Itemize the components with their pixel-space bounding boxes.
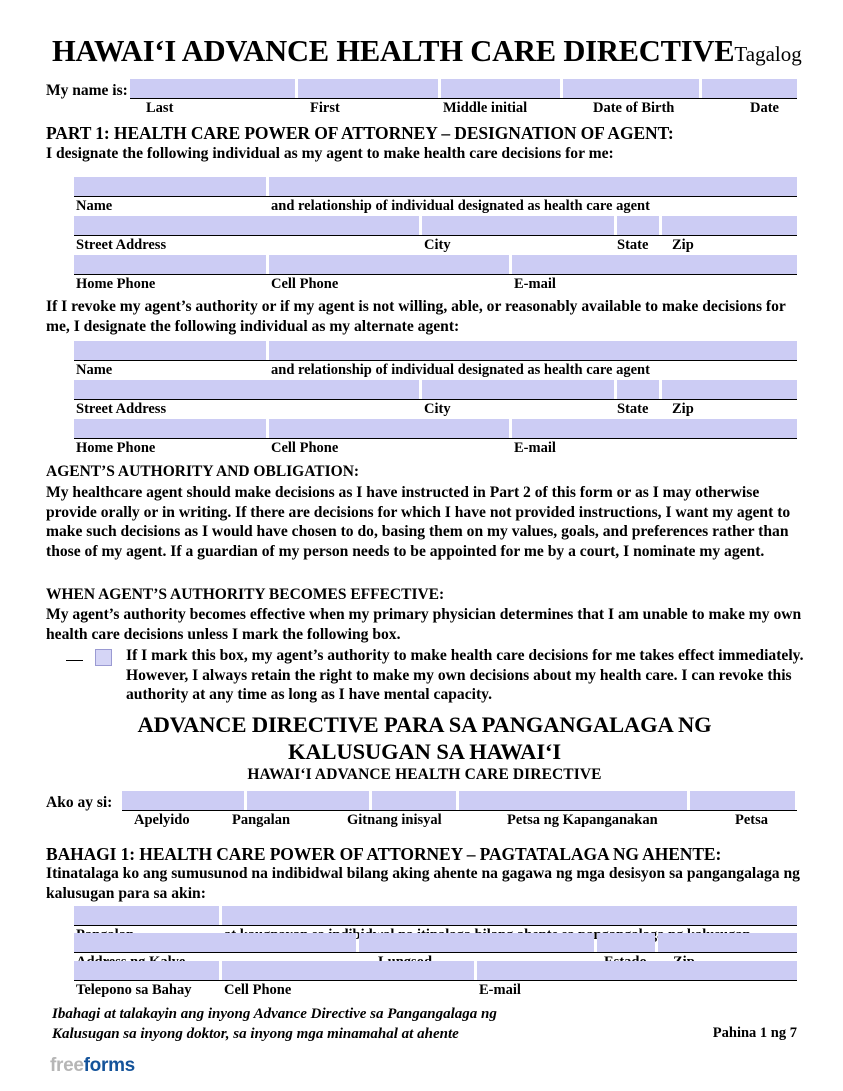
label-alternate-home-phone: Home Phone xyxy=(76,440,156,456)
label-middle-initial: Middle initial xyxy=(443,100,528,116)
tagalog-agent-home-phone-field[interactable] xyxy=(74,961,219,980)
tagalog-subtitle: HAWAI‘I ADVANCE HEALTH CARE DIRECTIVE xyxy=(247,766,602,783)
agent-relationship-field[interactable] xyxy=(269,177,797,196)
alternate-agent-intro xyxy=(46,297,806,336)
label-agent-email: E-mail xyxy=(514,276,556,292)
tagalog-part1-heading: BAHAGI 1: HEALTH CARE POWER OF ATTORNEY – PAGTATALAGA NG AHENTE: xyxy=(46,844,722,864)
label-gitnang-inisyal: Gitnang inisyal xyxy=(347,812,442,828)
effective-heading: WHEN AGENT’S AUTHORITY BECOMES EFFECTIVE: xyxy=(46,586,445,603)
agent-contact-rule xyxy=(74,274,797,275)
tagalog-agent-address-boxes xyxy=(74,933,797,952)
alternate-address-labels xyxy=(74,401,797,418)
label-alternate-email: E-mail xyxy=(514,440,556,456)
effective-body: My agent’s authority becomes effective when my primary physician determines that I am unable to make my own health care decisions unless I mark the following box. xyxy=(46,606,802,643)
tagalog-title-line1: ADVANCE DIRECTIVE PARA SA PANGANGALAGA NG xyxy=(137,712,712,737)
tagalog-agent-city-field[interactable] xyxy=(359,933,594,952)
tagalog-agent-name-rule xyxy=(74,925,797,926)
alternate-state-field[interactable] xyxy=(617,380,659,399)
date-of-birth-field[interactable] xyxy=(563,79,699,98)
alternate-name-boxes xyxy=(74,341,797,360)
alternate-relationship-field[interactable] xyxy=(269,341,797,360)
alternate-contact-row xyxy=(74,419,797,457)
middle-initial-field[interactable] xyxy=(441,79,560,98)
agent-address-labels xyxy=(74,237,797,254)
tagalog-agent-relationship-field[interactable] xyxy=(222,906,797,925)
name-row-fields xyxy=(130,79,797,117)
document-header xyxy=(52,34,802,69)
last-name-field[interactable] xyxy=(130,79,295,98)
label-petsa-kapanganakan: Petsa ng Kapanganakan xyxy=(507,812,658,828)
alternate-name-labels xyxy=(74,362,797,379)
agent-address-boxes xyxy=(74,216,797,235)
authority-heading: AGENT’S AUTHORITY AND OBLIGATION: xyxy=(46,463,360,480)
alternate-cell-phone-field[interactable] xyxy=(269,419,509,438)
ako-ay-si-label: Ako ay si: xyxy=(46,794,113,811)
alternate-address-boxes xyxy=(74,380,797,399)
alternate-zip-field[interactable] xyxy=(662,380,797,399)
tagalog-agent-email-field[interactable] xyxy=(477,961,797,980)
agent-state-field[interactable] xyxy=(617,216,659,235)
language-label: Tagalog xyxy=(734,42,802,66)
tagalog-middle-initial-field[interactable] xyxy=(372,791,456,810)
alternate-home-phone-field[interactable] xyxy=(74,419,266,438)
agent-address-row xyxy=(74,216,797,254)
part1-heading: PART 1: HEALTH CARE POWER OF ATTORNEY – DESIGNATION OF AGENT: xyxy=(46,123,674,143)
alternate-city-field[interactable] xyxy=(422,380,614,399)
page-title: HAWAI‘I ADVANCE HEALTH CARE DIRECTIVE xyxy=(52,34,735,68)
freeforms-logo xyxy=(50,1055,135,1077)
tagalog-last-name-field[interactable] xyxy=(122,791,244,810)
tagalog-name-row-fields xyxy=(122,791,797,829)
alternate-name-field[interactable] xyxy=(74,341,266,360)
label-tagalog-email: E-mail xyxy=(479,982,521,998)
agent-contact-row xyxy=(74,255,797,293)
label-date-of-birth: Date of Birth xyxy=(593,100,675,116)
tagalog-name-row-rule xyxy=(122,810,797,811)
tagalog-agent-name-boxes xyxy=(74,906,797,925)
agent-home-phone-field[interactable] xyxy=(74,255,266,274)
tagalog-agent-contact-boxes xyxy=(74,961,797,980)
label-date: Date xyxy=(750,100,779,116)
tagalog-title-line2: KALUSUGAN SA HAWAI‘I xyxy=(287,739,562,764)
agent-email-field[interactable] xyxy=(512,255,797,274)
label-alternate-relationship: and relationship of individual designated as health care agent xyxy=(271,362,650,378)
footer-note-line1: Ibahagi at talakayin ang inyong Advance Directive sa Pangangalaga ng xyxy=(52,1006,497,1022)
alternate-address-rule xyxy=(74,399,797,400)
label-alternate-state: State xyxy=(617,401,649,417)
immediate-effect-text: If I mark this box, my agent’s authority to make health care decisions for me takes effect immediately. However, I always retain the right to make my own decisions about my health care. I can revoke this authority at any time as long as I have mental capacity. xyxy=(126,647,804,704)
agent-address-rule xyxy=(74,235,797,236)
agent-name-field[interactable] xyxy=(74,177,266,196)
checkbox-leader-dash xyxy=(66,660,83,661)
tagalog-agent-contact-labels xyxy=(74,982,797,999)
tagalog-date-of-birth-field[interactable] xyxy=(459,791,687,810)
label-agent-zip: Zip xyxy=(672,237,694,253)
my-name-is-label: My name is: xyxy=(46,82,128,99)
label-last: Last xyxy=(146,100,174,116)
agent-contact-boxes xyxy=(74,255,797,274)
logo-free-text: free xyxy=(50,1055,84,1076)
immediate-effect-option[interactable] xyxy=(66,646,806,705)
agent-city-field[interactable] xyxy=(422,216,614,235)
agent-cell-phone-field[interactable] xyxy=(269,255,509,274)
alternate-email-field[interactable] xyxy=(512,419,797,438)
page-number: Pahina 1 ng 7 xyxy=(712,1025,797,1041)
alternate-street-field[interactable] xyxy=(74,380,419,399)
immediate-effect-checkbox[interactable] xyxy=(95,649,112,666)
date-field[interactable] xyxy=(702,79,797,98)
authority-body: My healthcare agent should make decisions as I have instructed in Part 2 of this form or as I may otherwise provide orally or in writing. If there are decisions for which I have not provided instructions, I want my agent to make such decisions as I would have chosen to do, basing them on my values, goals, and preferences rather than those of my agent. If a guardian of my person needs to be appointed for me by a court, I nominate my agent. xyxy=(46,484,791,560)
alternate-contact-rule xyxy=(74,438,797,439)
logo-forms-text: forms xyxy=(83,1055,135,1076)
name-row-labels xyxy=(130,100,797,117)
alternate-name-row xyxy=(74,341,797,379)
part1-intro: I designate the following individual as my agent to make health care decisions for me: xyxy=(46,145,614,162)
footer-note-line2: Kalusugan sa inyong doktor, sa inyong mga minamahal at ahente xyxy=(52,1025,459,1042)
agent-name-boxes xyxy=(74,177,797,196)
label-agent-relationship: and relationship of individual designated as health care agent xyxy=(271,198,650,214)
first-name-field[interactable] xyxy=(298,79,437,98)
label-alternate-city: City xyxy=(424,401,451,417)
agent-name-row xyxy=(74,177,797,215)
alternate-address-row xyxy=(74,380,797,418)
label-first: First xyxy=(310,100,340,116)
label-alternate-cell-phone: Cell Phone xyxy=(271,440,339,456)
alternate-intro-line2: decisions for me, I designate the following individual as my alternate agent: xyxy=(46,298,786,335)
footer-note xyxy=(52,1005,612,1044)
tagalog-agent-zip-field[interactable] xyxy=(658,933,797,952)
label-agent-state: State xyxy=(617,237,649,253)
label-agent-home-phone: Home Phone xyxy=(76,276,156,292)
label-agent-name: Name xyxy=(76,198,113,214)
tagalog-intro-line1: Itinatalaga ko ang sumusunod na indibidwal bilang aking ahente na gagawa ng mga desisyon sa xyxy=(46,865,683,882)
alternate-contact-boxes xyxy=(74,419,797,438)
alternate-contact-labels xyxy=(74,440,797,457)
label-telepono-sa-bahay: Telepono sa Bahay xyxy=(76,982,192,998)
label-agent-street: Street Address xyxy=(76,237,167,253)
tagalog-part1-intro xyxy=(46,864,806,903)
label-tagalog-cell-phone: Cell Phone xyxy=(224,982,292,998)
tagalog-date-field[interactable] xyxy=(690,791,795,810)
tagalog-name-row-labels xyxy=(122,812,797,829)
tagalog-title xyxy=(52,711,797,765)
tagalog-agent-contact-row xyxy=(74,961,797,999)
tagalog-agent-name-field[interactable] xyxy=(74,906,219,925)
label-agent-cell-phone: Cell Phone xyxy=(271,276,339,292)
label-alternate-zip: Zip xyxy=(672,401,694,417)
agent-street-field[interactable] xyxy=(74,216,419,235)
agent-contact-labels xyxy=(74,276,797,293)
tagalog-name-row-boxes xyxy=(122,791,797,810)
label-alternate-name: Name xyxy=(76,362,113,378)
tagalog-intro-line2: pangangalaga ng kalusugan para sa akin: xyxy=(46,865,800,902)
agent-name-rule xyxy=(74,196,797,197)
tagalog-agent-street-field[interactable] xyxy=(74,933,356,952)
label-petsa: Petsa xyxy=(735,812,769,828)
alternate-intro-line1: If I revoke my agent’s authority or if my agent is not willing, able, or reasonably available to make xyxy=(46,298,699,315)
label-alternate-street: Street Address xyxy=(76,401,167,417)
label-pangalan: Pangalan xyxy=(232,812,291,828)
tagalog-agent-cell-phone-field[interactable] xyxy=(222,961,474,980)
tagalog-agent-address-rule xyxy=(74,952,797,953)
agent-name-labels xyxy=(74,198,797,215)
agent-zip-field[interactable] xyxy=(662,216,797,235)
alternate-name-rule xyxy=(74,360,797,361)
name-row-boxes xyxy=(130,79,797,98)
tagalog-agent-contact-rule xyxy=(74,980,797,981)
label-apelyido: Apelyido xyxy=(134,812,190,828)
tagalog-agent-state-field[interactable] xyxy=(597,933,655,952)
name-row-rule xyxy=(130,98,797,99)
label-agent-city: City xyxy=(424,237,451,253)
tagalog-first-name-field[interactable] xyxy=(247,791,369,810)
